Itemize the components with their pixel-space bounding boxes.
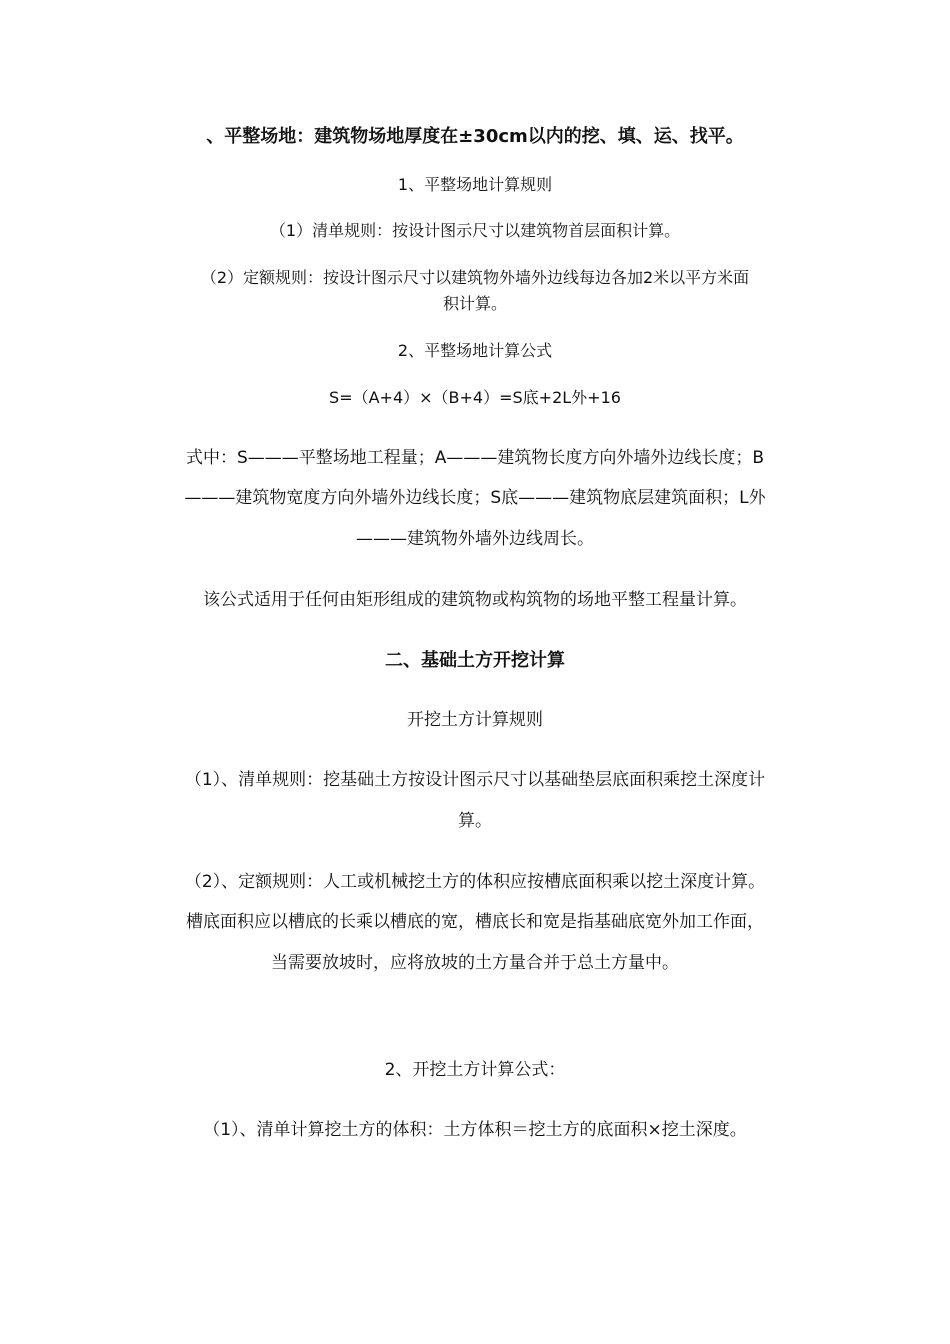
rule-quota-excavation-line-1: （2）、定额规则：人工或机械挖土方的体积应按槽底面积乘以挖土深度计算。 [184,872,766,892]
formula-legend-line-1: 式中：S———平整场地工程量；A———建筑物长度方向外墙外边线长度；B [185,448,765,468]
rule-quota-excavation-line-2: 槽底面积应以槽底的长乘以槽底的宽，槽底长和宽是指基础底宽外加工作面， [186,912,764,932]
rule-quota-leveling-line-1: （2）定额规则：按设计图示尺寸以建筑物外墙外边线每边各加2米以平方米面 [200,268,750,287]
rule-bill-excavation-line-2: 算。 [458,811,492,831]
formula-applicability-note: 该公式适用于任何由矩形组成的建筑物或构筑物的场地平整工程量计算。 [203,590,747,610]
subheading-leveling-rules: 1、平整场地计算规则 [397,175,553,194]
rule-bill-leveling: （1）清单规则：按设计图示尺寸以建筑物首层面积计算。 [269,221,681,240]
subheading-leveling-formula: 2、平整场地计算公式 [397,341,553,360]
rule-bill-volume-formula: （1）、清单计算挖土方的体积：土方体积＝挖土方的底面积×挖土深度。 [203,1120,747,1140]
subheading-excavation-formula: 2、开挖土方计算公式： [384,1060,566,1080]
rule-quota-excavation-line-3: 当需要放坡时，应将放坡的土方量合并于总土方量中。 [271,953,679,973]
section-heading-excavation: 二、基础土方开挖计算 [385,650,565,671]
formula-leveling: S=（A+4）×（B+4）=S底+2L外+16 [329,388,621,407]
formula-legend-line-3: ———建筑物外墙外边线周长。 [356,529,594,549]
subheading-excavation-rules: 开挖土方计算规则 [407,710,543,730]
formula-legend-line-2: ———建筑物宽度方向外墙外边线长度；S底———建筑物底层建筑面积；L外 [184,488,766,508]
rule-bill-excavation-line-1: （1）、清单规则：挖基础土方按设计图示尺寸以基础垫层底面积乘挖土深度计 [184,770,766,790]
rule-quota-leveling-line-2: 积计算。 [442,294,507,313]
section-heading-site-leveling: 、平整场地：建筑物场地厚度在±30cm以内的挖、填、运、找平。 [206,126,744,147]
